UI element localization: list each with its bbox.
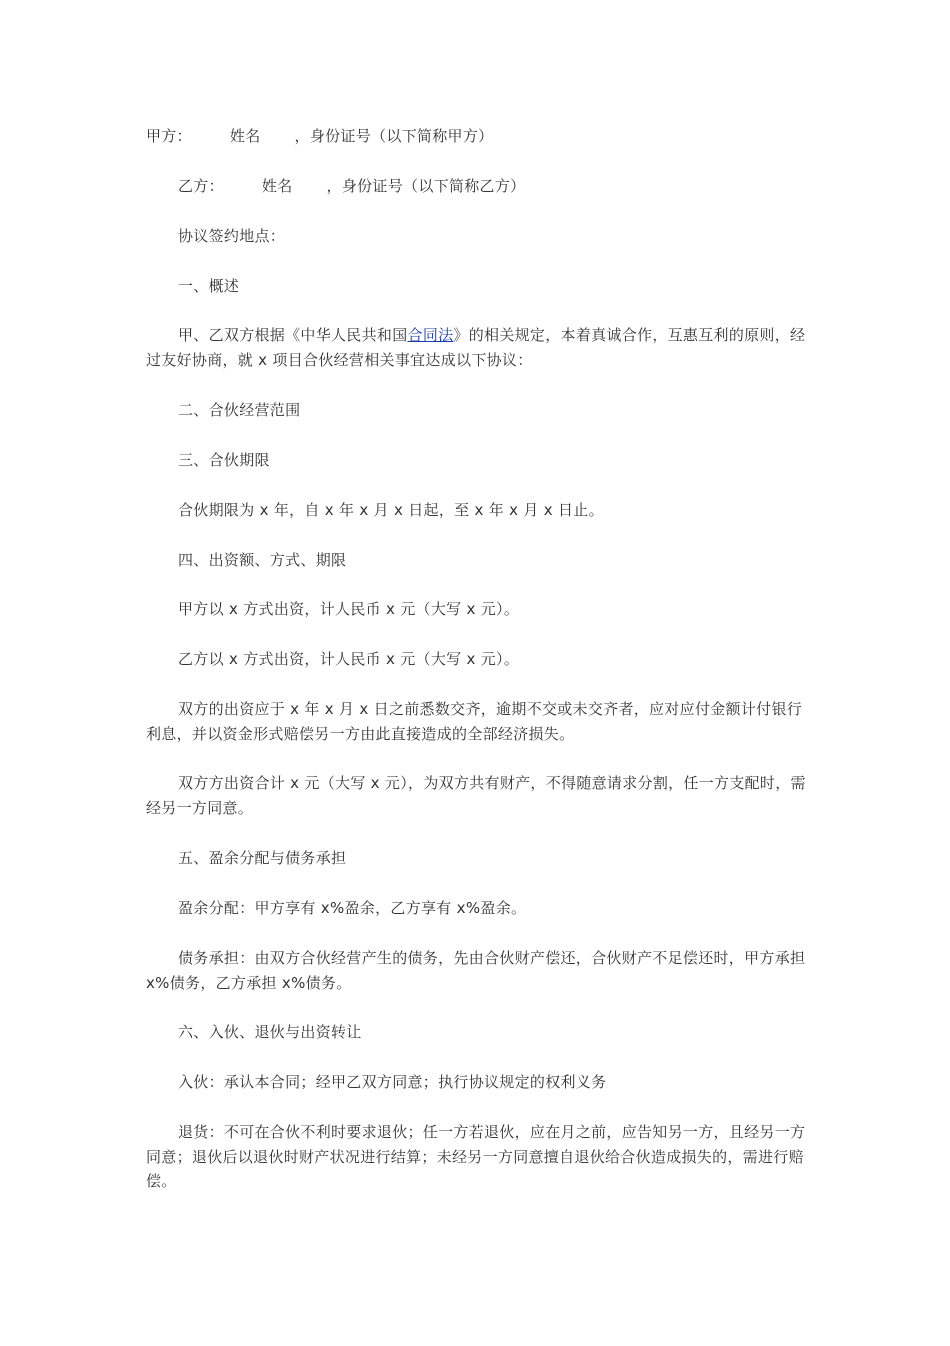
section-3-paragraph: 合伙期限为 x 年，自 x 年 x 月 x 日起，至 x 年 x 月 x 日止。 bbox=[178, 501, 604, 519]
section-1-paragraph bbox=[146, 323, 806, 372]
party-b-line bbox=[146, 174, 806, 199]
party-a-label: 甲方： bbox=[146, 127, 192, 145]
section-4-paragraph-2: 乙方以 x 方式出资，计人民币 x 元（大写 x 元）。 bbox=[178, 650, 520, 668]
section-3-heading: 三、合伙期限 bbox=[178, 451, 270, 469]
section-5-paragraph-2: 债务承担：由双方合伙经营产生的债务，先由合伙财产偿还，合伙财产不足偿还时，甲方承担 x%债务，乙方承担 x%债务。 bbox=[146, 949, 811, 992]
party-b-name: 姓名 bbox=[261, 177, 293, 195]
party-b-label: 乙方： bbox=[178, 177, 224, 195]
section-6-heading: 六、入伙、退伙与出资转让 bbox=[178, 1023, 362, 1041]
section-4-paragraph-3: 双方的出资应于 x 年 x 月 x 日之前悉数交齐，逾期不交或未交齐者，应对应付金额计付银行利息，并以资金形式赔偿另一方由此直接造成的全部经济损失。 bbox=[146, 700, 803, 743]
section-4-paragraph-1: 甲方以 x 方式出资，计人民币 x 元（大写 x 元）。 bbox=[178, 600, 520, 618]
section-1-text-pre: 甲、乙双方根据《中华人民共和国 bbox=[178, 326, 408, 344]
section-1-heading: 一、概述 bbox=[178, 277, 240, 295]
section-6-paragraph-1: 入伙：承认本合同；经甲乙双方同意；执行协议规定的权利义务 bbox=[178, 1073, 607, 1091]
section-4-heading: 四、出资额、方式、期限 bbox=[178, 551, 347, 569]
section-5-paragraph-1: 盈余分配：甲方享有 x%盈余，乙方享有 x%盈余。 bbox=[178, 899, 527, 917]
contract-law-link[interactable]: 合同法 bbox=[407, 326, 454, 344]
party-a-name: 姓名 bbox=[229, 127, 261, 145]
party-a-line bbox=[146, 124, 806, 149]
party-a-id: ，身份证号（以下简称甲方） bbox=[294, 127, 494, 145]
section-6-paragraph-2: 退货：不可在合伙不利时要求退伙；任一方若退伙，应在月之前，应告知另一方，且经另一方同意；退伙后以退伙时财产状况进行结算；未经另一方同意擅自退伙给合伙造成损失的，需进行赔偿。 bbox=[146, 1123, 806, 1190]
section-5-heading: 五、盈余分配与债务承担 bbox=[178, 849, 347, 867]
party-b-id: ，身份证号（以下简称乙方） bbox=[326, 177, 526, 195]
sign-place: 协议签约地点： bbox=[178, 227, 286, 245]
section-2-heading: 二、合伙经营范围 bbox=[178, 401, 301, 419]
section-1-text-post: 》的相关规定，本着真诚合作，互惠互利的原则，经过友好协商，就 x 项目合伙经营相关事宜达成以下协议： bbox=[146, 326, 806, 369]
section-4-paragraph-4: 双方方出资合计 x 元（大写 x 元），为双方共有财产，不得随意请求分割，任一方支配时，需经另一方同意。 bbox=[146, 774, 806, 817]
